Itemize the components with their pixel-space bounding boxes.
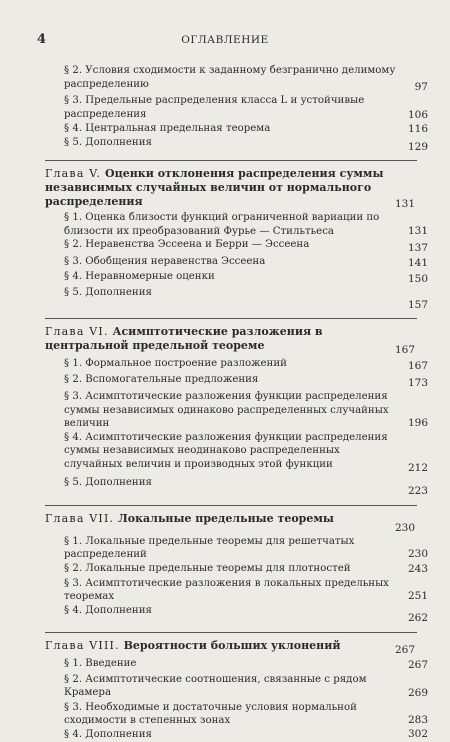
toc-entry[interactable] — [64, 390, 430, 431]
entry-title: § 4. Дополнения — [64, 728, 152, 740]
page-ref: 116 — [407, 122, 428, 135]
page-number: 4 — [37, 32, 47, 47]
entry-title: § 1. Введение — [64, 657, 137, 669]
page-ref: 137 — [407, 241, 428, 254]
chapter-label: Глава VII. — [45, 511, 115, 525]
page-ref: 131 — [407, 224, 428, 237]
page-ref: 150 — [407, 272, 428, 285]
toc-entry[interactable] — [64, 476, 430, 499]
page-ref: 157 — [407, 298, 428, 311]
toc-entry[interactable] — [64, 562, 430, 577]
toc-entry[interactable] — [64, 673, 430, 701]
toc-chapter[interactable] — [45, 512, 417, 535]
toc-entry[interactable] — [64, 64, 430, 94]
entry-title: § 5. Дополнения — [64, 476, 152, 488]
entry-title: § 5. Дополнения — [64, 137, 152, 148]
toc-entry[interactable] — [64, 728, 430, 742]
toc-entry[interactable] — [64, 657, 430, 673]
page-ref: 141 — [407, 256, 428, 269]
page-ref: 267 — [394, 643, 415, 656]
entry-title: § 5. Дополнения — [64, 287, 152, 298]
chapter-label: Глава V. — [45, 167, 102, 180]
entry-title: § 2. Локальные предельные теоремы для плотностей — [64, 562, 351, 574]
chapter-title: Оценки отклонения распределения суммы независимых случайных величин от нормального распределения — [45, 167, 384, 208]
chapter-title: Локальные предельные теоремы — [114, 511, 334, 525]
toc-entry[interactable] — [64, 211, 430, 238]
chapter-label: Глава VI. — [45, 325, 109, 338]
toc-entry[interactable] — [64, 431, 430, 476]
chapter-divider — [45, 632, 417, 633]
entry-title: § 4. Асимптотические разложения функции распределения суммы независимых неодинаково распределенных случайных величин и производных этой функции — [64, 431, 388, 470]
chapter-divider — [45, 160, 417, 161]
toc-entry[interactable] — [64, 604, 430, 626]
page-ref: 243 — [407, 563, 428, 575]
toc-entry[interactable] — [64, 286, 430, 312]
toc-entry[interactable] — [64, 535, 430, 562]
toc-chapter[interactable] — [45, 639, 417, 657]
page-ref: 223 — [407, 485, 428, 497]
entry-title: § 1. Оценка близости функций ограниченной вариации по близости их преобразований Фурье — Стильтьеса — [64, 212, 380, 237]
page-ref: 97 — [414, 80, 428, 93]
toc-entry[interactable] — [64, 94, 430, 122]
page-ref: 129 — [407, 140, 428, 153]
page-ref: 283 — [407, 714, 428, 726]
page-ref: 167 — [407, 359, 428, 372]
page-header — [0, 32, 450, 48]
page-ref: 269 — [407, 687, 428, 699]
entry-title: § 3. Асимптотические разложения функции распределения суммы независимых одинаково распределенных случайных величин — [64, 391, 389, 429]
entry-title: § 3. Асимптотические разложения в локальных предельных теоремах — [64, 577, 389, 602]
entry-title: § 1. Локальные предельные теоремы для решетчатых распределений — [64, 535, 355, 560]
chapter-divider — [45, 505, 417, 506]
page-ref: 251 — [407, 590, 428, 602]
chapter-label: Глава VIII. — [45, 638, 120, 652]
toc-entry[interactable] — [64, 701, 430, 728]
page-ref: 302 — [407, 728, 428, 740]
page-ref: 230 — [407, 548, 428, 560]
page-ref: 267 — [407, 659, 428, 671]
entry-title: § 3. Предельные распределения класса L и устойчивые распределения — [64, 95, 365, 120]
entry-title: § 2. Вспомогательные предложения — [64, 374, 259, 385]
toc-entry[interactable] — [64, 238, 430, 255]
entry-title: § 4. Дополнения — [64, 604, 152, 616]
chapter-divider — [45, 318, 417, 319]
chapter-title: Вероятности больших уклонений — [119, 638, 341, 652]
page-ref: 212 — [407, 462, 428, 474]
page-ref: 196 — [407, 417, 428, 429]
toc-chapter[interactable] — [45, 167, 417, 211]
toc-chapter[interactable] — [45, 325, 417, 357]
toc-entry[interactable] — [64, 373, 430, 390]
toc-entry[interactable] — [64, 255, 430, 270]
entry-title: § 2. Неравенства Эссеена и Берри — Эссеена — [64, 239, 310, 250]
entry-title: § 4. Центральная предельная теорема — [64, 123, 271, 134]
entry-title: § 2. Асимптотические соотношения, связанные с рядом Крамера — [64, 673, 367, 698]
page-ref: 131 — [394, 198, 415, 210]
toc-entry[interactable] — [64, 577, 430, 604]
entry-title: § 3. Необходимые и достаточные условия нормальной сходимости в степенных зонах — [64, 701, 357, 726]
entry-title: § 3. Обобщения неравенства Эссеена — [64, 256, 266, 267]
toc-entry[interactable] — [64, 122, 430, 136]
page-ref: 173 — [407, 376, 428, 389]
table-of-contents — [0, 64, 450, 742]
page-ref: 167 — [394, 344, 415, 356]
page-ref: 230 — [394, 521, 415, 534]
entry-title: § 2. Условия сходимости к заданному безгранично делимому распределению — [64, 65, 396, 90]
entry-title: § 1. Формальное построение разложений — [64, 358, 287, 369]
entry-title: § 4. Неравномерные оценки — [64, 271, 215, 282]
running-title: ОГЛАВЛЕНИЕ — [181, 34, 269, 46]
page-ref: 106 — [407, 108, 428, 121]
toc-entry[interactable] — [64, 357, 430, 373]
page-ref: 262 — [407, 612, 428, 624]
chapter-title: Асимптотические разложения в центральной предельной теореме — [45, 325, 323, 352]
toc-entry[interactable] — [64, 136, 430, 154]
toc-entry[interactable] — [64, 270, 430, 286]
